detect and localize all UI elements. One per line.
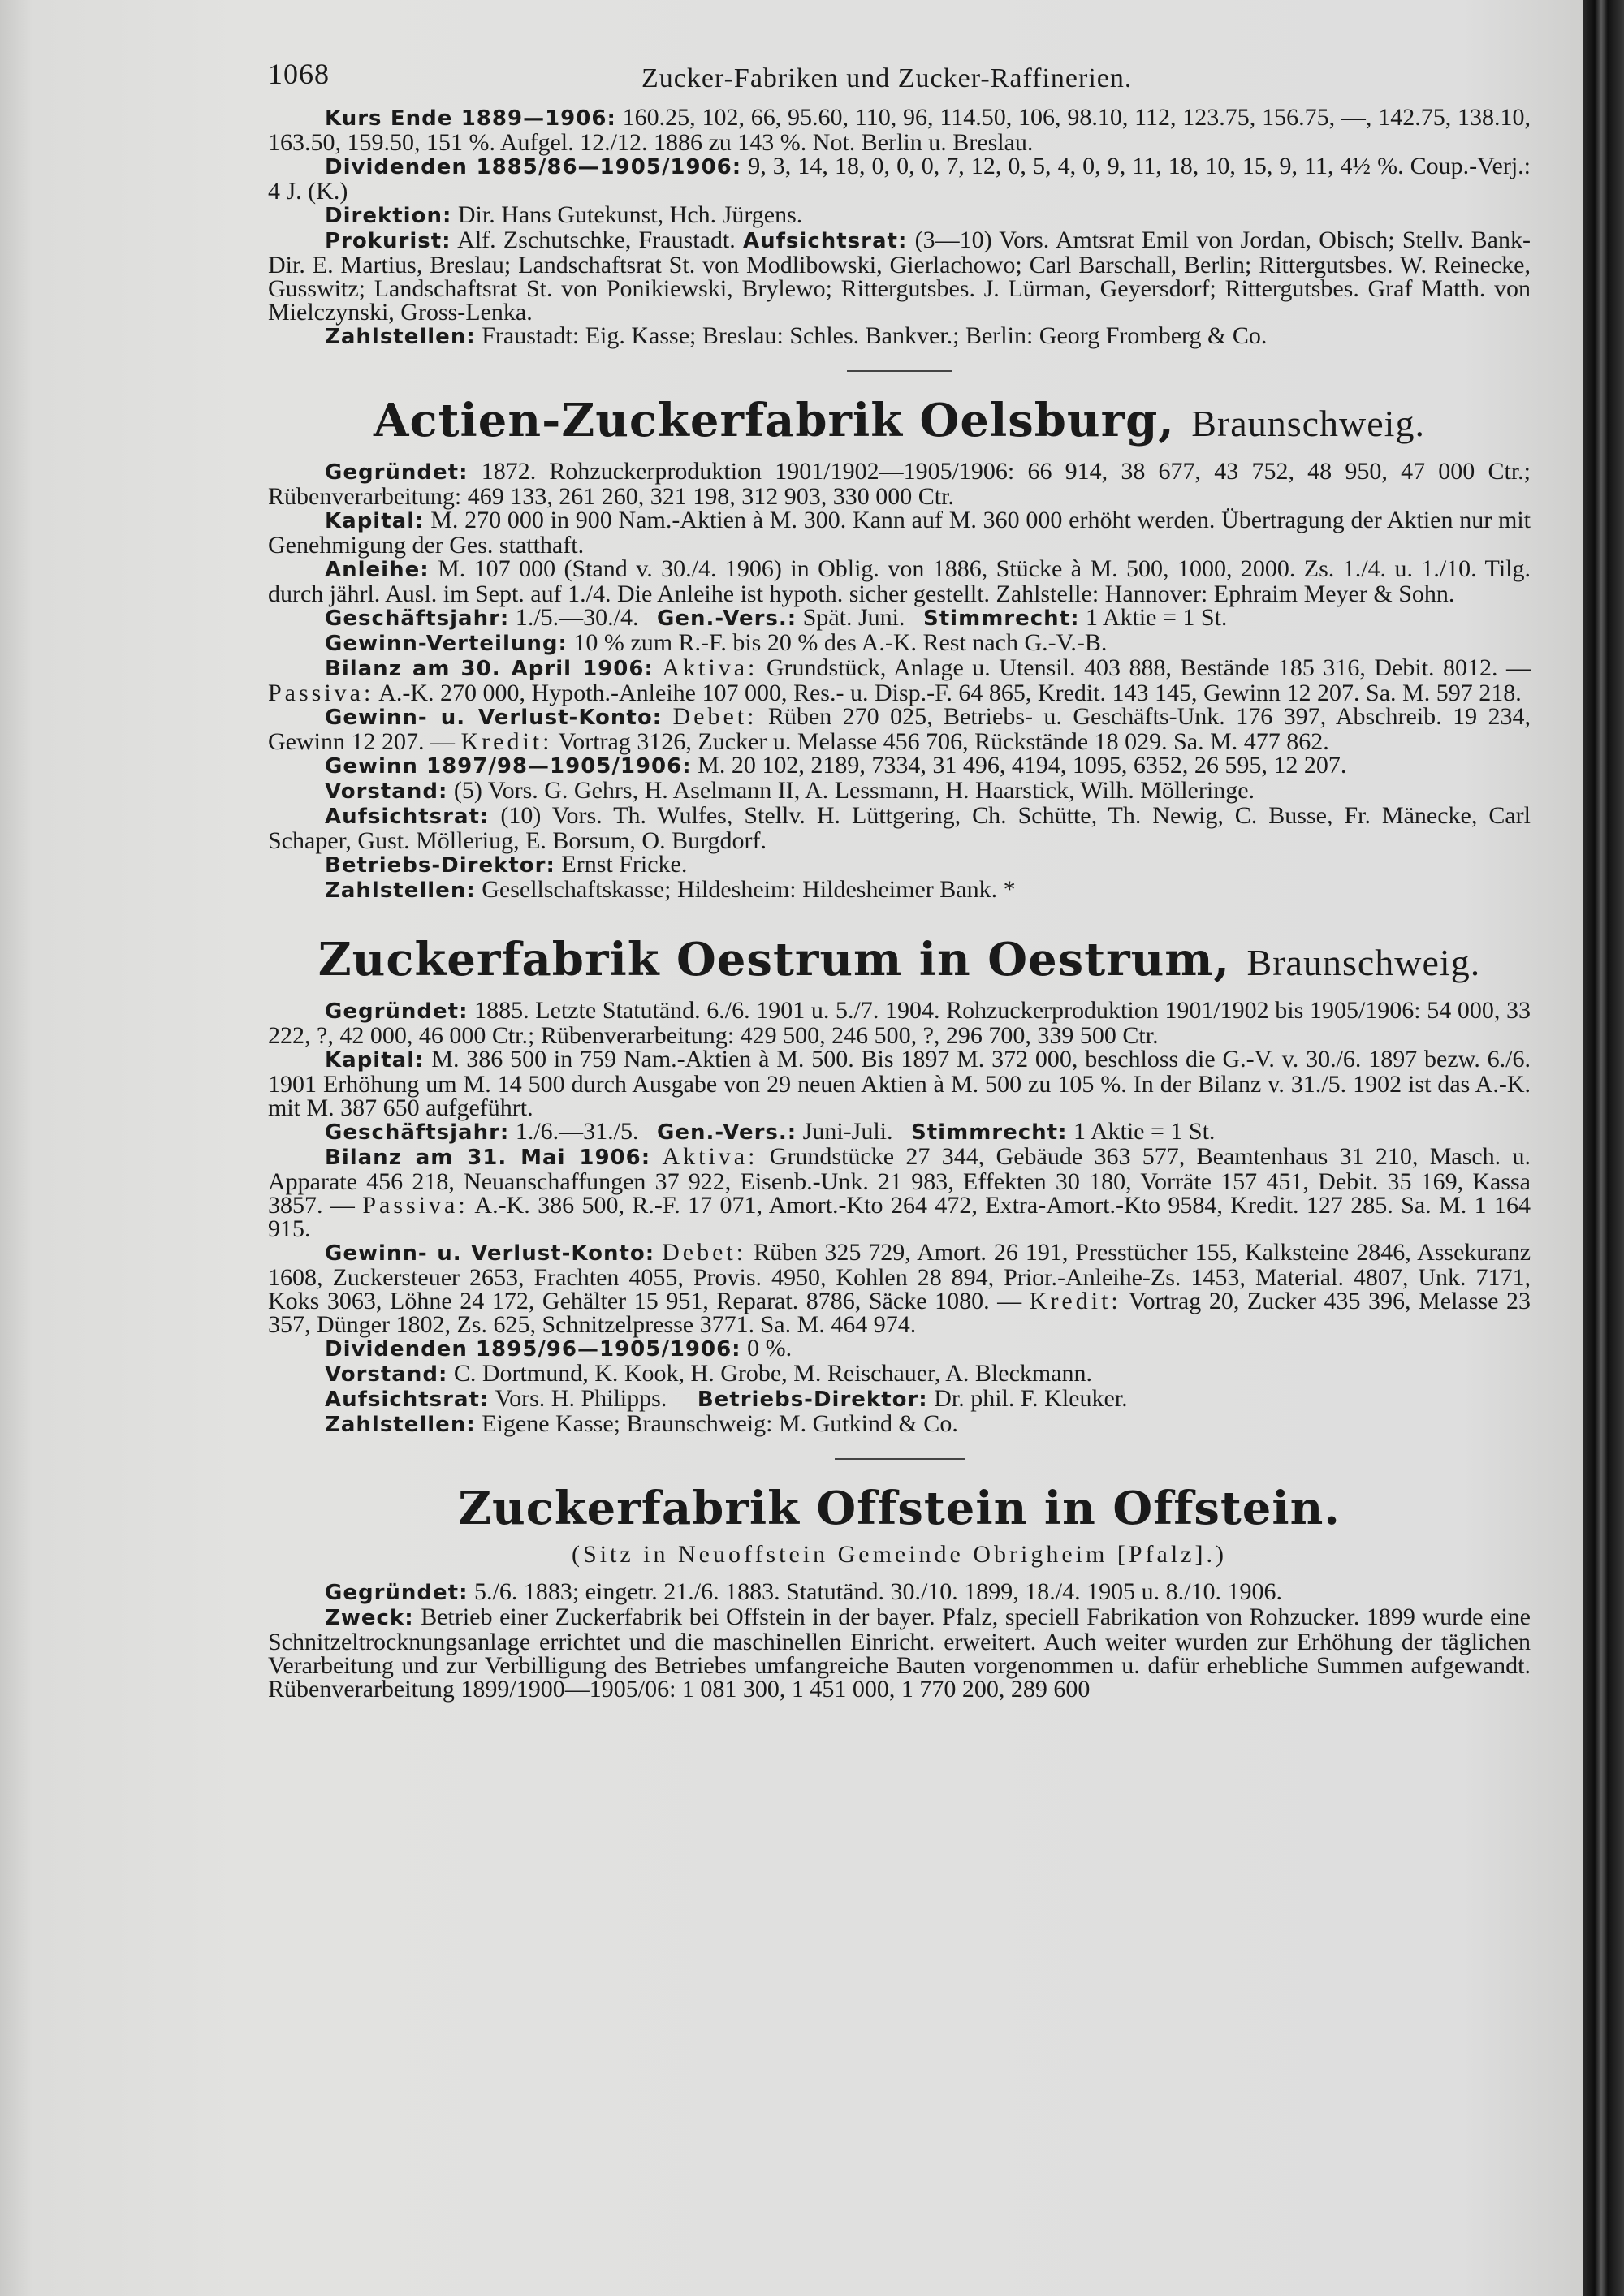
kapital-paragraph [268,508,1531,557]
geschaeftsjahr-paragraph [268,1120,1531,1145]
bilanz-aktiva-text: Grundstück, Anlage u. Utensil. 403 888, Bestände 185 316, Debit. 8012. — [766,654,1531,681]
aufsichtsrat-text: (10) Vors. Th. Wulfes, Stellv. H. Lüttgering, Ch. Schütte, Th. Newig, C. Busse, Fr. Mänecke, Carl Schaper, Gust. Mölleriug, E. Borsum, O. Burgdorf. [268,802,1531,854]
entry-offstein [268,1484,1531,1701]
zahlstellen-paragraph [268,878,1531,903]
geschaeftsjahr-label: Geschäftsjahr: [325,606,510,631]
gen-vers-label: Gen.-Vers.: [657,606,797,631]
running-header [268,57,1531,106]
kurs-text: 160.25, 102, 66, 95.60, 110, 96, 114.50, 106, 98.10, 112, 123.75, 156.75, —, 142.75, 138.10, 163.50, 159.50, 151 %. Aufgel. 12./12. 1886 zu 143 %. Not. Berlin u. Breslau. [268,104,1531,156]
company-title: Zuckerfabrik Offstein in Offstein. [458,1482,1341,1535]
gewinn-verteilung-label: Gewinn-Verteilung: [325,632,568,656]
dividenden-paragraph [268,154,1531,203]
aktiva-label: Aktiva: [662,654,758,681]
vorstand-label: Vorstand: [325,1362,448,1387]
bilanz-label: Bilanz am 31. Mai 1906: [325,1146,651,1170]
zweck-paragraph [268,1605,1531,1701]
anleihe-paragraph [268,557,1531,606]
dividenden-paragraph [268,1336,1531,1362]
prokurist-label: Prokurist: [325,229,451,253]
vorstand-label: Vorstand: [325,779,448,804]
direktion-label: Direktion: [325,204,452,228]
zahlstellen-text: Gesellschaftskasse; Hildesheim: Hildesheimer Bank. * [482,876,1016,903]
geschaeftsjahr-text: 1./6.—31./5. [515,1118,639,1145]
company-location: Braunschweig. [1246,942,1481,983]
kapital-paragraph [268,1047,1531,1120]
guv-kredit-text: Vortrag 20, Zucker 435 396, Melasse 23 357, Dünger 1802, Zs. 625, Schnitzelpresse 3771. Sa. M. 464 974. [268,1288,1531,1338]
company-title [268,935,1531,987]
betriebsdirektor-label: Betriebs-Direktor: [325,853,555,878]
kurs-label: Kurs Ende 1889—1906: [325,106,616,131]
stimmrecht-label: Stimmrecht: [923,606,1080,631]
kredit-label: Kredit: [460,728,553,755]
guv-label: Gewinn- u. Verlust-Konto: [325,1241,655,1266]
company-location: Braunschweig. [1191,403,1425,444]
kredit-label: Kredit: [1029,1288,1121,1314]
kurs-paragraph [268,106,1531,154]
aufsichtsrat-label: Aufsichtsrat: [743,229,908,253]
gegruendet-text: 5./6. 1883; eingetr. 21./6. 1883. Statutänd. 30./10. 1899, 18./4. 1905 u. 8./10. 1906. [474,1578,1282,1605]
aufsichtsrat-paragraph [268,1387,1531,1412]
zahlstellen-label: Zahlstellen: [325,1413,476,1437]
dividenden-text: 9, 3, 14, 18, 0, 0, 0, 7, 12, 0, 5, 4, 0, 9, 11, 18, 10, 15, 9, 11, 4½ %. Coup.-Verj.: 4 J. (K.) [268,153,1531,205]
aufsichtsrat-text: Vors. H. Philipps. [495,1385,667,1412]
gegruendet-text: 1872. Rohzuckerproduktion 1901/1902—1905/1906: 66 914, 38 677, 43 752, 48 950, 47 000 Ctr.; Rübenverarbeitung: 469 133, 261 260, 321 198, 312 903, 330 000 Ctr. [268,458,1531,510]
betriebsdirektor-paragraph [268,852,1531,878]
kapital-text: M. 386 500 in 759 Nam.-Aktien à M. 500. Bis 1897 M. 372 000, beschloss die G.-V. v. 30./6. 1897 bezw. 6./6. 1901 Erhöhung um M. 14 500 durch Ausgabe von 29 neuen Aktien à M. 500 zu 105 %. In der Bilanz v. 31./5. 1902 ist das A.-K. mit M. 387 650 aufgeführt. [268,1046,1531,1121]
company-name: Actien-Zuckerfabrik Oelsburg, [374,394,1175,447]
prokurist-paragraph [268,228,1531,324]
guv-debet-text: Rüben 270 025, Betriebs- u. Geschäfts-Unk. 176 397, Abschreib. 19 234, Gewinn 12 207. — [268,703,1531,755]
gegruendet-paragraph [268,1580,1531,1605]
company-subtitle: (Sitz in Neuoffstein Gemeinde Obrigheim [Pfalz].) [572,1541,1227,1568]
zahlstellen-text: Eigene Kasse; Braunschweig: M. Gutkind & Co. [482,1410,958,1437]
dividenden-label: Dividenden 1895/96—1905/1906: [325,1337,741,1362]
debet-label: Debet: [672,703,758,730]
prokurist-text: Alf. Zschutschke, Fraustadt. [457,227,736,253]
page-number: 1068 [268,58,330,90]
gegruendet-label: Gegründet: [325,1581,469,1605]
bilanz-passiva-text: A.-K. 270 000, Hypoth.-Anleihe 107 000, Res.- u. Disp.-F. 64 865, Kredit. 143 145, Gewinn 12 207. Sa. M. 597 218. [378,680,1522,706]
guv-debet-text: Rüben 325 729, Amort. 26 191, Presstücher 155, Kalksteine 2846, Assekuranz 1608, Zuckersteuer 2653, Frachten 4055, Provis. 4950, Kohlen 28 894, Prior.-Anleihe-Zs. 1453, Material. 4807, Unk. 7171, Koks 3063, Löhne 24 172, Gehälter 15 951, Reparat. 8786, Säcke 1080. — [268,1239,1531,1314]
zahlstellen-paragraph [268,324,1531,349]
section-gap [268,903,1531,935]
entry-oestrum [268,935,1531,1437]
vorstand-paragraph [268,1362,1531,1387]
passiva-label: Passiva: [268,680,374,706]
direktion-paragraph [268,203,1531,228]
gewinn-verteilung-text: 10 % zum R.-F. bis 20 % des A.-K. Rest nach G.-V.-B. [573,629,1108,656]
entry-oelsburg [268,396,1531,903]
bilanz-paragraph [268,1145,1531,1241]
zweck-text: Betrieb einer Zuckerfabrik bei Offstein in der bayer. Pfalz, speciell Fabrikation von Rohzucker. 1899 wurde eine Schnitzeltrocknungsanlage errichtet und die maschinellen Einricht. erweitert. Auch weiter wurden zur Erhöhung der täglichen Verarbeitung und zur Verbilligung des Betriebes umfangreiche Bauten vorgenommen u. dafür erhebliche Summen aufgewandt. Rübenverarbeitung 1899/1900—1905/06: 1 081 300, 1 451 000, 1 770 200, 289 600 [268,1603,1531,1703]
dividenden-label: Dividenden 1885/86—1905/1906: [325,155,742,179]
stimmrecht-text: 1 Aktie = 1 St. [1086,604,1228,631]
stimmrecht-label: Stimmrecht: [911,1120,1068,1145]
gewinn-verteilung-paragraph [268,631,1531,656]
direktion-text: Dir. Hans Gutekunst, Hch. Jürgens. [457,201,803,228]
zahlstellen-label: Zahlstellen: [325,878,476,903]
gen-vers-text: Spät. Juni. [802,604,905,631]
passiva-label: Passiva: [362,1192,469,1219]
debet-label: Debet: [662,1239,747,1266]
gegruendet-text: 1885. Letzte Statutänd. 6./6. 1901 u. 5./7. 1904. Rohzuckerproduktion 1901/1902 bis 1905/1906: 54 000, 33 222, ?, 42 000, 46 000 Ctr.; Rübenverarbeitung: 429 500, 246 500, ?, 296 700, 339 500 Ctr. [268,997,1531,1049]
betriebsdirektor-text: Dr. phil. F. Kleuker. [934,1385,1128,1412]
gewinn-label: Gewinn 1897/98—1905/1906: [325,754,692,779]
gen-vers-text: Juni-Juli. [802,1118,893,1145]
aktiva-label: Aktiva: [662,1143,758,1170]
aufsichtsrat-text: (3—10) Vors. Amtsrat Emil von Jordan, Obisch; Stellv. Bank-Dir. E. Martius, Breslau; Landschaftsrat St. von Modlibowski, Gierlachowo; Carl Barschall, Berlin; Rittergutsbes. W. Reinecke, Gusswitz; Landschaftsrat St. von Ponikiewski, Brylewo; Rittergutsbes. J. Lürman, Geyersdorf; Rittergutsbes. Graf Matth. von Mielczynski, Gross-Lenka. [268,227,1531,326]
kapital-text: M. 270 000 in 900 Nam.-Aktien à M. 300. Kann auf M. 360 000 erhöht werden. Übertragung der Aktien nur mit Genehmigung der Ges. statthaft. [268,507,1531,559]
guv-paragraph [268,1241,1531,1336]
page-content [268,57,1531,1701]
gewinn-paragraph [268,753,1531,779]
kapital-label: Kapital: [325,1048,425,1072]
section-divider [835,1458,965,1460]
aufsichtsrat-label: Aufsichtsrat: [325,805,490,829]
aufsichtsrat-label: Aufsichtsrat: [325,1388,490,1412]
anleihe-label: Anleihe: [325,558,430,582]
geschaeftsjahr-label: Geschäftsjahr: [325,1120,510,1145]
gen-vers-label: Gen.-Vers.: [657,1120,797,1145]
aufsichtsrat-paragraph [268,804,1531,852]
zahlstellen-paragraph [268,1412,1531,1437]
anleihe-text: M. 107 000 (Stand v. 30./4. 1906) in Oblig. von 1886, Stücke à M. 500, 1000, 2000. Zs. 1./4. u. 1./10. Tilg. durch jährl. Ausl. im Sept. auf 1./4. Die Anleihe ist hypoth. sicher gestellt. Zahlstelle: Hannover: Ephraim Meyer & Sohn. [268,555,1531,607]
kapital-label: Kapital: [325,509,425,533]
gegruendet-label: Gegründet: [325,460,469,485]
zahlstellen-text: Fraustadt: Eig. Kasse; Breslau: Schles. Bankver.; Berlin: Georg Fromberg & Co. [482,322,1268,349]
gegruendet-paragraph [268,460,1531,508]
bilanz-passiva-text: A.-K. 386 500, R.-F. 17 071, Amort.-Kto 264 472, Extra-Amort.-Kto 9584, Kredit. 127 285. Sa. M. 1 164 915. [268,1192,1531,1242]
section-divider [847,370,952,372]
vorstand-text: C. Dortmund, K. Kook, H. Grobe, M. Reischauer, A. Bleckmann. [453,1360,1093,1387]
bilanz-aktiva-text: Grundstücke 27 344, Gebäude 363 577, Beamtenhaus 31 210, Masch. u. Apparate 456 218, Neuanschaffungen 37 922, Eisenb.-Unk. 21 983, Effekten 30 180, Vorräte 157 451, Debit. 35 169, Kassa 3857. — [268,1143,1531,1219]
company-title [268,396,1531,448]
betriebsdirektor-text: Ernst Fricke. [561,851,688,878]
book-spine [1583,0,1624,2296]
stimmrecht-text: 1 Aktie = 1 St. [1073,1118,1216,1145]
gegruendet-paragraph [268,999,1531,1047]
geschaeftsjahr-text: 1./5.—30./4. [515,604,639,631]
guv-kredit-text: Vortrag 3126, Zucker u. Melasse 456 706, Rückstände 18 029. Sa. M. 477 862. [558,728,1329,755]
gewinn-text: M. 20 102, 2189, 7334, 31 496, 4194, 1095, 6352, 26 595, 12 207. [698,752,1347,779]
betriebsdirektor-label: Betriebs-Direktor: [697,1388,928,1412]
guv-label: Gewinn- u. Verlust-Konto: [325,706,663,730]
entry-previous-continued [268,106,1531,349]
vorstand-paragraph [268,779,1531,804]
running-title: Zucker-Fabriken und Zucker-Raffinerien. [641,63,1133,93]
dividenden-text: 0 %. [747,1335,793,1362]
guv-paragraph [268,705,1531,753]
bilanz-paragraph [268,656,1531,705]
gegruendet-label: Gegründet: [325,999,469,1024]
company-name: Zuckerfabrik Oestrum in Oestrum, [317,933,1231,986]
zweck-label: Zweck: [325,1606,414,1630]
vorstand-text: (5) Vors. G. Gehrs, H. Aselmann II, A. Lessmann, H. Haarstick, Wilh. Mölleringe. [453,777,1255,804]
geschaeftsjahr-paragraph [268,606,1531,631]
bilanz-label: Bilanz am 30. April 1906: [325,657,654,681]
zahlstellen-label: Zahlstellen: [325,325,476,349]
